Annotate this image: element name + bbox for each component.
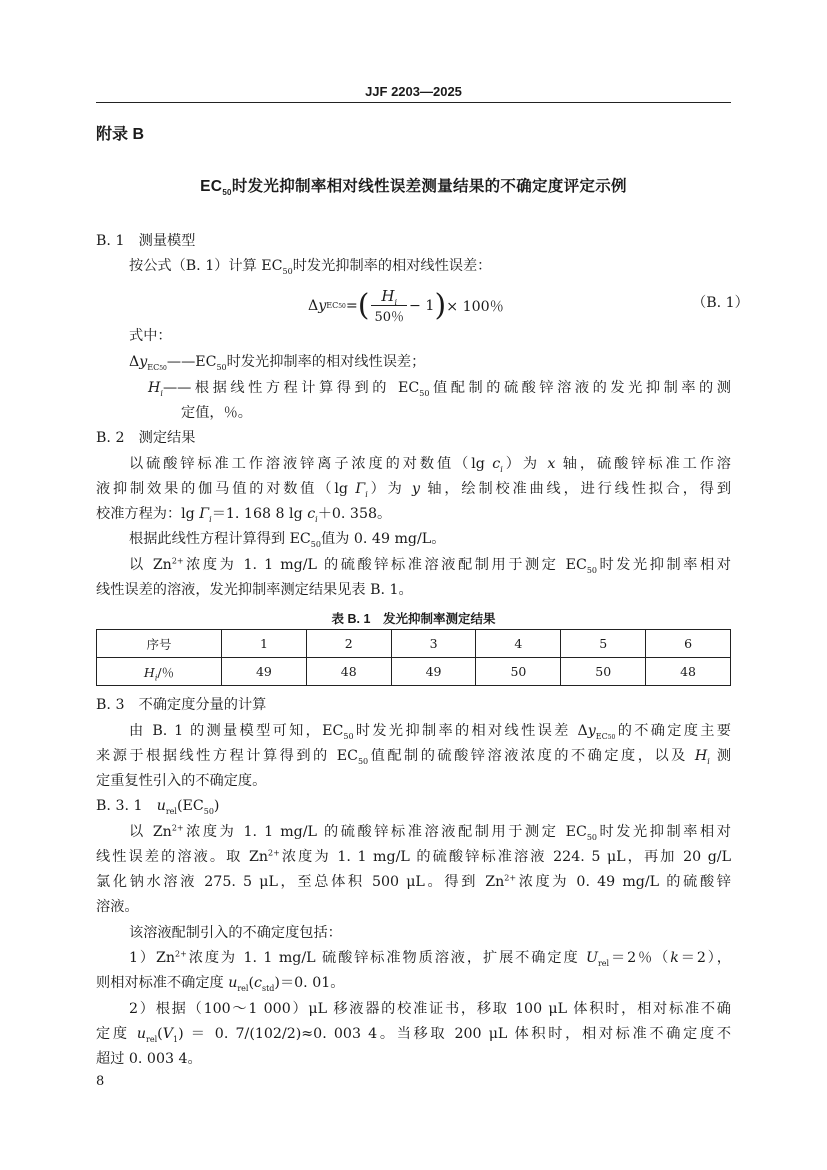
b31-item1-line1: $1)Zn^{2+}$浓度为 1. 1 mg/L 硫酸锌标准物质溶液，扩展不确定度 $U_{rel}=2$％（k＝2）， — [129, 949, 731, 968]
table-cell: 49 — [391, 658, 476, 686]
b3-para1-line3: 定重复性引入的不确定度。 — [96, 773, 267, 789]
b31-para1-line3: 氯化钠水溶液 275. 5 μL，至总体积 500 μL。得到 $Zn^{2+}$浓度为 0. 49 mg/L 的硫酸锌 — [96, 873, 731, 890]
b31-item1-line2: 则相对标准不确定度 $u_{rel}(c_{std})=0$. 01。 — [96, 975, 345, 993]
table-row-label: 序号 — [97, 630, 222, 658]
b2-para1-line3: 校准方程为：$\lg \Gamma_i=1$. 168 8 $\lg c_i+0$. 358。 — [96, 506, 392, 524]
b3-para1-line1: 由 B. 1 的测量模型可知，$EC_{50}$时发光抑制率的相对线性误差 $\Delta y_{EC50}$的不确定度主要 — [129, 723, 731, 741]
section-b31-heading: B. 3. 1 $u_{rel}(EC_{50})$ — [96, 798, 220, 816]
table-cell: 6 — [646, 630, 731, 658]
b2-para3-line1: 以 $Zn^{2+}$浓度为 1. 1 mg/L 的硫酸锌标准溶液配制用于测定 $EC_{50}$时发光抑制率相对 — [129, 556, 731, 575]
b31-para1-line4: 溶液。 — [96, 899, 139, 915]
table-cell: 5 — [561, 630, 646, 658]
b2-para1-line1: 以硫酸锌标准工作溶液锌离子浓度的对数值（lg $c_i$）为 x 轴，硫酸锌标准工作溶 — [129, 456, 731, 474]
table-row-values — [97, 658, 731, 686]
b31-para1-line1: 以 $Zn^{2+}$浓度为 1. 1 mg/L 的硫酸锌标准溶液配制用于测定 $EC_{50}$时发光抑制率相对 — [129, 823, 731, 842]
table-cell: 48 — [306, 658, 391, 686]
standard-code: JJF 2203—2025 — [365, 84, 462, 99]
b31-item2-line3: 超过 0. 003 4。 — [96, 1051, 202, 1067]
section-b3-heading: B. 3 不确定度分量的计算 — [96, 697, 267, 713]
where-label: 式中： — [129, 328, 172, 344]
section-b2-heading: B. 2 测定结果 — [96, 430, 196, 446]
table-cell: 50 — [561, 658, 646, 686]
b2-para2: 根据此线性方程计算得到 $EC_{50}$值为 0. 49 mg/L。 — [129, 531, 446, 549]
b2-para3-line2: 线性误差的溶液，发光抑制率测定结果见表 B. 1。 — [96, 582, 413, 598]
table-row-index — [97, 630, 731, 658]
appendix-label: 附录 B — [96, 126, 145, 143]
page-number: 8 — [96, 1074, 105, 1089]
header-rule — [96, 102, 731, 103]
b31-para1-line2: 线性误差的溶液。取 $Zn^{2+}$浓度为 1. 1 mg/L 的硫酸锌标准溶液 224. 5 μL，再加 20 g/L — [96, 848, 732, 865]
table-cell: 3 — [391, 630, 476, 658]
appendix-title: $EC_{50}$时发光抑制率相对线性误差测量结果的不确定度评定示例 — [200, 178, 627, 198]
b2-para1-line2: 液抑制效果的伽马值的对数值（lg $\Gamma_i$）为 y 轴，绘制校准曲线，进行线性拟合，得到 — [96, 481, 732, 499]
b31-para2: 该溶液配制引入的不确定度包括： — [129, 925, 342, 941]
section-b1-heading: B. 1 测量模型 — [96, 233, 196, 249]
definition-delta-y: $\Delta y_{EC50}——EC_{50}$时发光抑制率的相对线性误差； — [129, 354, 426, 372]
table-cell: 48 — [646, 658, 731, 686]
formula-fraction: $\frac{H_i}{50\%}$ — [371, 287, 407, 325]
table-row-label: $H_i/$％ — [97, 658, 222, 686]
table-cell: 49 — [222, 658, 307, 686]
b31-item2-line1: 2）根据（100～1 000）μL 移液器的校准证书，移取 100 μL 体积时，相对标准不确 — [129, 1001, 731, 1017]
table-title: 表 B. 1 发光抑制率测定结果 — [331, 612, 496, 626]
results-table — [96, 629, 731, 686]
b3-para1-line2: 来源于根据线性方程计算得到的 $EC_{50}$值配制的硫酸锌溶液浓度的不确定度，以及 $H_i$ 测 — [96, 748, 732, 766]
b31-item2-line2: 定度 $u_{rel}(V_1) = 0$. 7/(102/2)≈0. 003 4。当移取 200 μL 体积时，相对标准不确定度不 — [96, 1026, 732, 1044]
definition-hi: $H_i——$根据线性方程计算得到的 $EC_{50}$值配制的硫酸锌溶液的发光抑制率的测 — [148, 380, 731, 398]
table-cell: 2 — [306, 630, 391, 658]
definition-hi-cont: 定值，％。 — [181, 405, 252, 421]
formula-b1: Δ y EC50 = ( $\frac{H_i}{50\%}$ − 1 ) × 100％ — [308, 287, 504, 325]
b1-intro: 按公式（B. 1）计算 $EC_{50}$时发光抑制率的相对线性误差： — [129, 258, 492, 276]
formula-number: （B. 1） — [692, 295, 749, 311]
table-cell: 4 — [476, 630, 561, 658]
table-cell: 50 — [476, 658, 561, 686]
table-cell: 1 — [222, 630, 307, 658]
